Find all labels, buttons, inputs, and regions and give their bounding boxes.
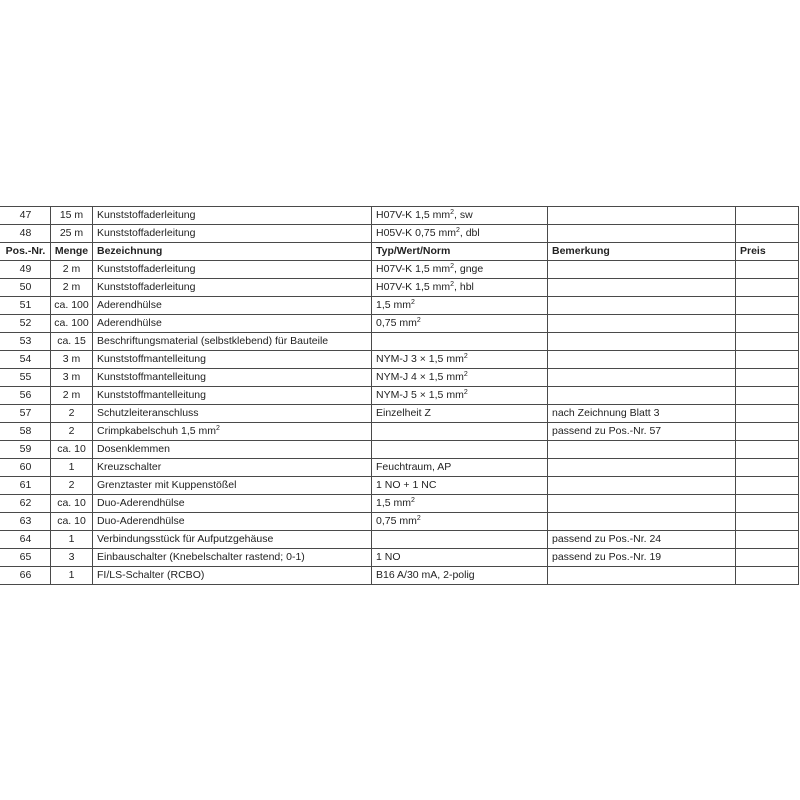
name-cell <box>93 423 372 441</box>
type-cell <box>372 441 548 459</box>
name-cell <box>93 513 372 531</box>
type-sup: 2 <box>450 281 455 288</box>
remark-cell <box>548 459 736 477</box>
type-sup: 2 <box>455 227 460 234</box>
pos-cell: 56 <box>1 387 51 405</box>
header-remark: Bemerkung <box>548 243 736 261</box>
name-cell <box>93 405 372 423</box>
type-text: 0,75 mm <box>376 515 417 527</box>
qty-cell: 2 m <box>51 387 93 405</box>
type-cell <box>372 261 548 279</box>
price-cell <box>736 405 799 423</box>
pos-cell: 63 <box>1 513 51 531</box>
name-cell <box>93 459 372 477</box>
qty-cell: 2 <box>51 405 93 423</box>
price-cell <box>736 531 799 549</box>
remark-cell <box>548 207 736 225</box>
name-text: Einbauschalter (Knebelschalter rastend; 0-1) <box>97 551 305 563</box>
price-cell <box>736 297 799 315</box>
name-cell <box>93 207 372 225</box>
remark-cell <box>548 495 736 513</box>
type-cell <box>372 225 548 243</box>
qty-cell: ca. 10 <box>51 495 93 513</box>
qty-cell: 25 m <box>51 225 93 243</box>
qty-cell: 2 m <box>51 279 93 297</box>
name-cell <box>93 225 372 243</box>
price-cell <box>736 567 799 585</box>
name-text: Beschriftungsmaterial (selbstklebend) für Bauteile <box>97 335 329 347</box>
remark-cell <box>548 279 736 297</box>
qty-cell: 1 <box>51 459 93 477</box>
remark-cell <box>548 477 736 495</box>
pos-cell: 57 <box>1 405 51 423</box>
qty-cell: ca. 10 <box>51 441 93 459</box>
name-text: Duo-Aderendhülse <box>97 497 185 509</box>
price-cell <box>736 279 799 297</box>
pos-cell: 49 <box>1 261 51 279</box>
name-text: Crimpkabelschuh 1,5 mm <box>97 425 217 437</box>
name-cell <box>93 531 372 549</box>
name-text: Verbindungsstück für Aufputzgehäuse <box>97 533 274 545</box>
type-text: NYM-J 3 × 1,5 mm <box>376 353 464 365</box>
type-cell <box>372 477 548 495</box>
type-sup: 2 <box>450 263 455 270</box>
price-cell <box>736 261 799 279</box>
type-text: H07V-K 1,5 mm <box>376 209 451 221</box>
type-sup: 2 <box>450 209 455 216</box>
pos-cell: 66 <box>1 567 51 585</box>
table-row <box>1 225 799 243</box>
name-text: FI/LS-Schalter (RCBO) <box>97 569 205 581</box>
table-row <box>1 423 799 441</box>
remark-cell <box>548 261 736 279</box>
type-suffix: , dbl <box>459 227 480 239</box>
qty-cell: 2 m <box>51 261 93 279</box>
type-sup: 2 <box>463 371 468 378</box>
type-cell <box>372 297 548 315</box>
type-cell <box>372 315 548 333</box>
pos-cell: 62 <box>1 495 51 513</box>
type-suffix: , hbl <box>454 281 474 293</box>
table-row <box>1 567 799 585</box>
remark-cell <box>548 567 736 585</box>
remark-cell <box>548 225 736 243</box>
name-cell <box>93 261 372 279</box>
name-text: Kunststoffaderleitung <box>97 227 196 239</box>
remark-cell <box>548 513 736 531</box>
type-text: H07V-K 1,5 mm <box>376 281 451 293</box>
type-text: 0,75 mm <box>376 317 417 329</box>
type-text: NYM-J 5 × 1,5 mm <box>376 389 464 401</box>
type-cell <box>372 531 548 549</box>
remark-cell <box>548 351 736 369</box>
header-name: Bezeichnung <box>93 243 372 261</box>
table-row <box>1 477 799 495</box>
type-cell <box>372 387 548 405</box>
table-row <box>1 459 799 477</box>
pos-cell: 55 <box>1 369 51 387</box>
qty-cell: 1 <box>51 567 93 585</box>
name-cell <box>93 387 372 405</box>
table-row <box>1 387 799 405</box>
qty-cell: ca. 10 <box>51 513 93 531</box>
table-row <box>1 315 799 333</box>
pos-cell: 50 <box>1 279 51 297</box>
table-row <box>1 405 799 423</box>
pos-cell: 51 <box>1 297 51 315</box>
name-cell <box>93 333 372 351</box>
type-cell <box>372 513 548 531</box>
pos-cell: 59 <box>1 441 51 459</box>
remark-cell <box>548 387 736 405</box>
pos-cell: 52 <box>1 315 51 333</box>
table-row <box>1 261 799 279</box>
table-row <box>1 279 799 297</box>
header-price: Preis <box>736 243 799 261</box>
type-text: H05V-K 0,75 mm <box>376 227 456 239</box>
name-text: Grenztaster mit Kuppenstößel <box>97 479 237 491</box>
qty-cell: 3 <box>51 549 93 567</box>
table-row <box>1 495 799 513</box>
name-cell <box>93 297 372 315</box>
qty-cell: ca. 100 <box>51 297 93 315</box>
remark-cell: passend zu Pos.-Nr. 24 <box>548 531 736 549</box>
name-cell <box>93 351 372 369</box>
type-cell <box>372 405 548 423</box>
type-text: 1 NO <box>376 551 401 563</box>
type-cell <box>372 333 548 351</box>
type-sup: 2 <box>416 515 421 522</box>
price-cell <box>736 225 799 243</box>
name-text: Kunststoffaderleitung <box>97 263 196 275</box>
price-cell <box>736 459 799 477</box>
table-row <box>1 513 799 531</box>
name-cell <box>93 369 372 387</box>
price-cell <box>736 477 799 495</box>
pos-cell: 60 <box>1 459 51 477</box>
header-pos: Pos.-Nr. <box>1 243 51 261</box>
qty-cell: 3 m <box>51 351 93 369</box>
type-text: 1,5 mm <box>376 497 412 509</box>
name-text: Kunststoffaderleitung <box>97 209 196 221</box>
type-suffix: , gnge <box>454 263 484 275</box>
name-text: Aderendhülse <box>97 299 162 311</box>
remark-cell <box>548 369 736 387</box>
parts-list-table <box>0 206 799 585</box>
name-cell <box>93 279 372 297</box>
table-header-row <box>1 243 799 261</box>
qty-cell: 2 <box>51 477 93 495</box>
type-cell <box>372 423 548 441</box>
table-row <box>1 549 799 567</box>
type-cell <box>372 495 548 513</box>
name-cell <box>93 315 372 333</box>
type-cell <box>372 351 548 369</box>
type-sup: 2 <box>411 497 415 504</box>
qty-cell: ca. 100 <box>51 315 93 333</box>
type-text: NYM-J 4 × 1,5 mm <box>376 371 464 383</box>
type-cell <box>372 279 548 297</box>
remark-cell <box>548 315 736 333</box>
qty-cell: 1 <box>51 531 93 549</box>
price-cell <box>736 369 799 387</box>
price-cell <box>736 315 799 333</box>
type-sup: 2 <box>463 389 468 396</box>
type-text: B16 A/30 mA, 2-polig <box>376 569 475 581</box>
type-text: 1,5 mm <box>376 299 412 311</box>
price-cell <box>736 495 799 513</box>
type-sup: 2 <box>416 317 421 324</box>
remark-cell <box>548 441 736 459</box>
table-row <box>1 531 799 549</box>
type-cell <box>372 459 548 477</box>
price-cell <box>736 441 799 459</box>
pos-cell: 53 <box>1 333 51 351</box>
table-row <box>1 297 799 315</box>
pos-cell: 65 <box>1 549 51 567</box>
price-cell <box>736 423 799 441</box>
pos-cell: 64 <box>1 531 51 549</box>
name-text: Kunststoffaderleitung <box>97 281 196 293</box>
header-qty: Menge <box>51 243 93 261</box>
name-cell <box>93 477 372 495</box>
remark-cell: nach Zeichnung Blatt 3 <box>548 405 736 423</box>
price-cell <box>736 207 799 225</box>
name-cell <box>93 441 372 459</box>
name-text: Kunststoffmantelleitung <box>97 353 206 365</box>
qty-cell: 3 m <box>51 369 93 387</box>
pos-cell: 58 <box>1 423 51 441</box>
pos-cell: 61 <box>1 477 51 495</box>
type-text: Einzelheit Z <box>376 407 431 419</box>
name-text: Dosenklemmen <box>97 443 170 455</box>
name-text: Kunststoffmantelleitung <box>97 389 206 401</box>
type-cell <box>372 549 548 567</box>
remark-cell <box>548 297 736 315</box>
remark-cell: passend zu Pos.-Nr. 19 <box>548 549 736 567</box>
type-text: 1 NO + 1 NC <box>376 479 437 491</box>
name-cell <box>93 495 372 513</box>
price-cell <box>736 333 799 351</box>
type-cell <box>372 207 548 225</box>
type-cell <box>372 567 548 585</box>
table-row <box>1 351 799 369</box>
name-cell <box>93 549 372 567</box>
qty-cell: ca. 15 <box>51 333 93 351</box>
name-text: Aderendhülse <box>97 317 162 329</box>
qty-cell: 15 m <box>51 207 93 225</box>
pos-cell: 48 <box>1 225 51 243</box>
name-cell <box>93 567 372 585</box>
table-row <box>1 207 799 225</box>
type-sup: 2 <box>463 353 468 360</box>
pos-cell: 54 <box>1 351 51 369</box>
type-cell <box>372 369 548 387</box>
table-row <box>1 333 799 351</box>
name-text: Kreuzschalter <box>97 461 162 473</box>
price-cell <box>736 387 799 405</box>
header-type: Typ/Wert/Norm <box>372 243 548 261</box>
type-text: H07V-K 1,5 mm <box>376 263 451 275</box>
type-text: Feuchtraum, AP <box>376 461 452 473</box>
qty-cell: 2 <box>51 423 93 441</box>
type-sup: 2 <box>411 299 415 306</box>
price-cell <box>736 549 799 567</box>
remark-cell: passend zu Pos.-Nr. 57 <box>548 423 736 441</box>
price-cell <box>736 351 799 369</box>
name-text: Schutzleiteranschluss <box>97 407 199 419</box>
rows-after-header <box>1 261 799 585</box>
name-text: Kunststoffmantelleitung <box>97 371 206 383</box>
name-sup: 2 <box>216 425 220 432</box>
price-cell <box>736 513 799 531</box>
pos-cell: 47 <box>1 207 51 225</box>
type-suffix: , sw <box>454 209 473 221</box>
remark-cell <box>548 333 736 351</box>
name-text: Duo-Aderendhülse <box>97 515 185 527</box>
table-row <box>1 441 799 459</box>
rows-before-header <box>1 207 799 243</box>
table-row <box>1 369 799 387</box>
